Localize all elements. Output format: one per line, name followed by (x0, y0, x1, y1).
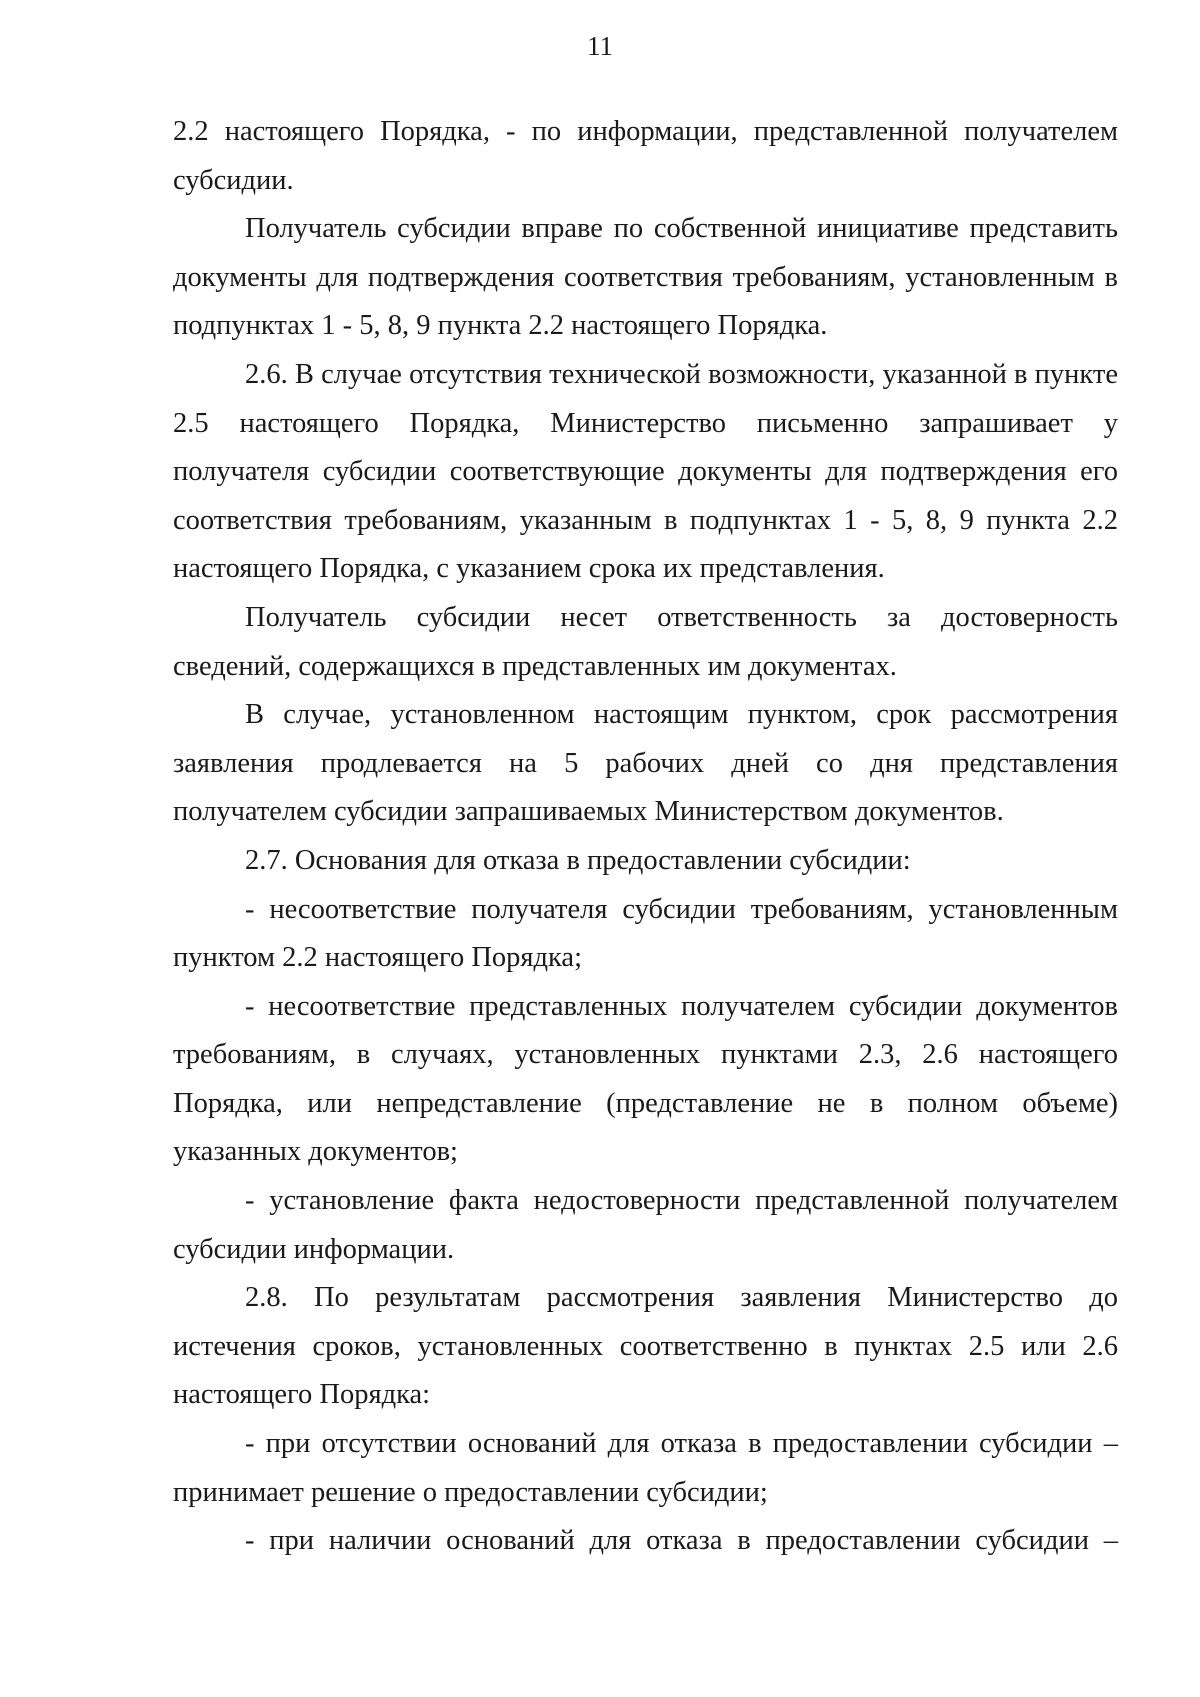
page-number: 11 (587, 31, 613, 61)
paragraph-2: Получатель субсидии вправе по собственной инициативе представить документы для подтверждения соответствия требованиям, установленным в подпунктах 1 - 5, 8, 9 пункта 2.2 настоящего Порядка. (173, 213, 1118, 342)
paragraph-responsibility: Получатель субсидии несет ответственность за достоверность сведений, содержащихся в представленных им документах. (173, 601, 1118, 682)
paragraph-2-7: 2.7. Основания для отказа в предоставлении субсидии: (245, 844, 911, 876)
list-item-noncompliance-recipient: - несоответствие получателя субсидии требованиям, установленным пунктом 2.2 настоящего Порядка; (173, 893, 1118, 974)
paragraph-term-extension: В случае, установленном настоящим пунктом, срок рассмотрения заявления продлевается на 5 рабочих дней со дня представления получателем субсидии запрашиваемых Министерством документов. (173, 699, 1118, 828)
document-body (173, 108, 1118, 1566)
paragraph-1: 2.2 настоящего Порядка, - по информации, представленной получателем субсидии. (173, 116, 1118, 196)
list-item-false-information: - установление факта недостоверности представленной получателем субсидии информации. (173, 1185, 1118, 1265)
list-item-no-grounds: - при отсутствии оснований для отказа в предоставлении субсидии – принимает решение о предоставлении субсидии; (173, 1428, 1118, 1508)
list-item-noncompliance-documents: - несоответствие представленных получателем субсидии документов требованиям, в случаях, установленных пунктами 2.3, 2.6 настоящего Порядка, или непредставление (представление не в полном объеме) указанных документов; (173, 990, 1118, 1168)
paragraph-2-6: 2.6. В случае отсутствия технической возможности, указанной в пункте 2.5 настоящего Порядка, Министерство письменно запрашивает у получателя субсидии соответствующие документы для подтверждения его соответствия требованиям, указанным в подпунктах 1 - 5, 8, 9 пункта 2.2 настоящего Порядка, с указанием срока их представления. (173, 358, 1118, 585)
list-item-grounds-present: - при наличии оснований для отказа в предоставлении субсидии – (245, 1525, 1118, 1557)
paragraph-2-8: 2.8. По результатам рассмотрения заявления Министерство до истечения сроков, установленных соответственно в пунктах 2.5 или 2.6 настоящего Порядка: (173, 1282, 1118, 1411)
